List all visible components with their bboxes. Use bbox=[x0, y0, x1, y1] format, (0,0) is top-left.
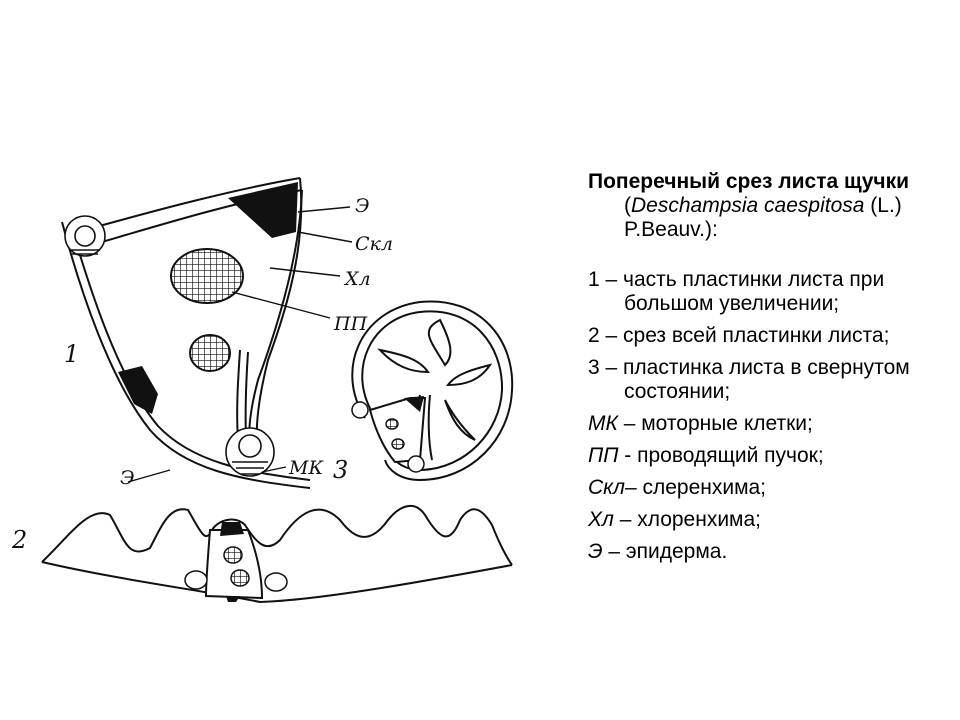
caption-title bbox=[588, 170, 956, 242]
rolled-bundle-1 bbox=[386, 419, 398, 429]
legend-abbr: МК bbox=[588, 412, 618, 435]
legend-desc: – моторные клетки; bbox=[617, 412, 813, 435]
caption-item-2: 2 – срез всей пластинки листа; bbox=[588, 324, 890, 347]
label-sclerenchyma: Скл bbox=[355, 233, 393, 255]
legend-abbr: Скл bbox=[588, 476, 625, 499]
legend-bundle bbox=[588, 444, 956, 468]
blade-bundle-1 bbox=[224, 547, 242, 563]
legend-sclerenchyma bbox=[588, 476, 956, 500]
blade-bundle-2 bbox=[231, 570, 249, 586]
legend-chlorenchyma bbox=[588, 508, 956, 532]
caption-item-1: 1 – часть пластинки листа при большом увеличении; bbox=[588, 268, 885, 315]
rolled-motor-bottom bbox=[408, 456, 424, 472]
blade-sclerenchyma bbox=[220, 522, 244, 536]
label-motor-cells: МК bbox=[289, 457, 324, 479]
motor-cells-top bbox=[65, 216, 105, 256]
legend-abbr: ПП bbox=[588, 444, 619, 467]
label-epidermis-top: Э bbox=[355, 195, 370, 217]
legend-epidermis bbox=[588, 540, 956, 564]
figure-number-2: 2 bbox=[12, 526, 28, 554]
legend-abbr: Хл bbox=[588, 508, 614, 531]
vascular-bundle-large bbox=[171, 249, 243, 303]
blade-motor-left bbox=[185, 571, 207, 589]
legend-desc: – слеренхима; bbox=[624, 476, 767, 499]
blade-bottom-dot bbox=[226, 596, 240, 602]
caption-title-open: ( bbox=[624, 194, 631, 217]
legend-motor-cells bbox=[588, 412, 956, 436]
label-epidermis-bottom: Э bbox=[120, 467, 135, 489]
blade-motor-right bbox=[265, 573, 287, 591]
legend-desc: - проводящий пучок; bbox=[618, 444, 824, 467]
caption-item-3: 3 – пластинка листа в свернутом состоянии; bbox=[588, 356, 910, 403]
label-chlorenchyma: Хл bbox=[345, 268, 371, 290]
rolled-motor-left bbox=[352, 402, 368, 418]
caption-title-rest: (L.) P.Beauv.): bbox=[624, 194, 902, 241]
figure-number-1: 1 bbox=[64, 340, 80, 368]
rolled-bundle-2 bbox=[392, 439, 404, 449]
vascular-bundle-small bbox=[190, 335, 230, 371]
legend-desc: – хлоренхима; bbox=[613, 508, 762, 531]
legend-desc: – эпидерма. bbox=[602, 540, 728, 563]
blade-center-rib bbox=[206, 530, 262, 598]
caption-title-latin: Deschampsia caespitosa bbox=[631, 194, 865, 217]
label-bundle: ПП bbox=[334, 313, 368, 335]
figure-3-rolled-leaf bbox=[352, 301, 512, 480]
legend-abbr: Э bbox=[588, 540, 603, 563]
motor-cells-bottom bbox=[226, 428, 274, 476]
figure-number-3: 3 bbox=[333, 456, 349, 484]
caption-title-bold: Поперечный срез листа щучки bbox=[588, 170, 910, 193]
figure-caption bbox=[588, 170, 956, 572]
